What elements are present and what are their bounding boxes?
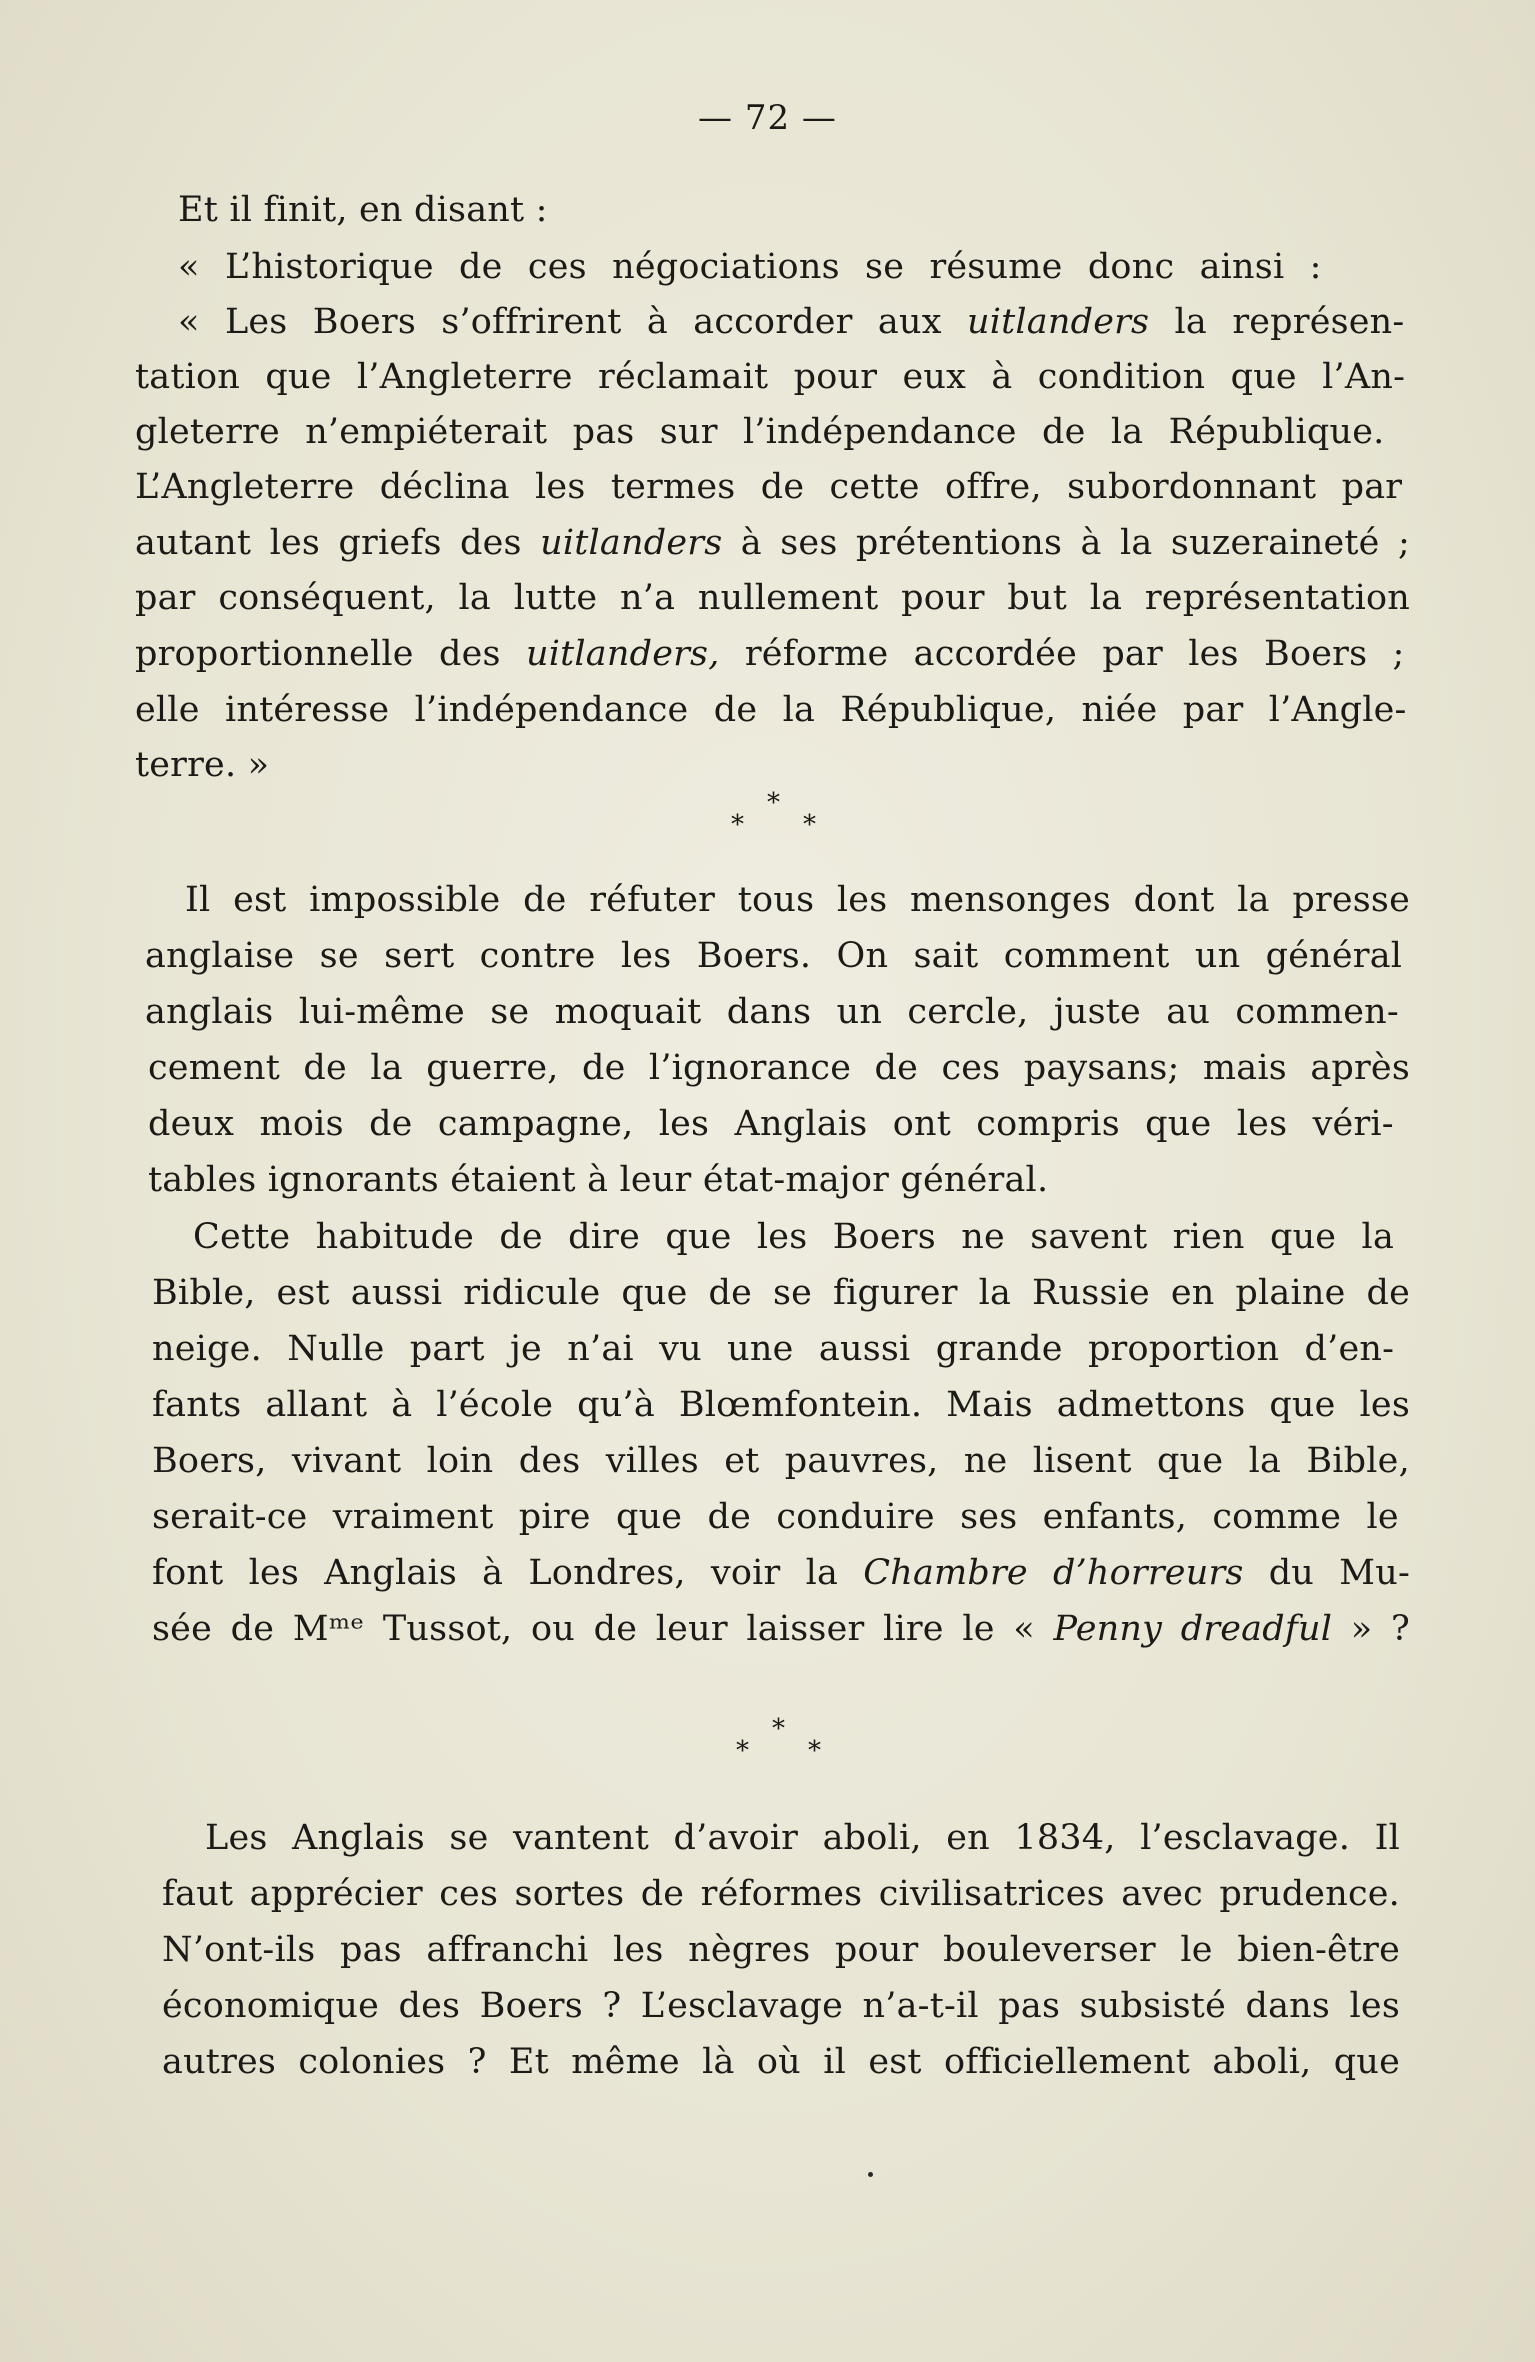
paragraph1-line xyxy=(135,634,1405,674)
text-run: à ses prétentions à la suzeraineté ; xyxy=(722,523,1410,563)
paragraph1-line: Et il finit, en disant : xyxy=(178,190,548,230)
paragraph2-line: Il est impossible de réfuter tous les mensonges dont la presse xyxy=(185,880,1410,920)
asterism-separator-1 xyxy=(725,790,845,850)
paragraph3-line: N’ont-ils pas affranchi les nègres pour bouleverser le bien-être xyxy=(162,1930,1400,1970)
paragraph2-line: neige. Nulle part je n’ai vu une aussi grande proportion d’en- xyxy=(152,1329,1395,1369)
paragraph3-line: autres colonies ? Et même là où il est officiellement aboli, que xyxy=(162,2042,1400,2082)
paragraph1-line: elle intéresse l’indépendance de la République, niée par l’Angle- xyxy=(135,690,1407,730)
paragraph3-line: Les Anglais se vantent d’avoir aboli, en 1834, l’esclavage. Il xyxy=(205,1818,1400,1858)
paragraph2-line xyxy=(152,1553,1410,1593)
paragraph2-line: Bible, est aussi ridicule que de se figurer la Russie en plaine de xyxy=(152,1273,1410,1313)
italic-term: Chambre d’horreurs xyxy=(863,1553,1244,1593)
asterism-star: * xyxy=(808,1736,821,1766)
text-run: autant les griefs des xyxy=(135,523,541,563)
paragraph1-line: L’Angleterre déclina les termes de cette offre, subordonnant par xyxy=(135,467,1403,507)
paragraph1-line: terre. » xyxy=(135,745,270,785)
italic-term: Penny dreadful xyxy=(1053,1609,1333,1649)
paragraph2-line: tables ignorants étaient à leur état-major général. xyxy=(148,1160,1049,1200)
paragraph1-line: par conséquent, la lutte n’a nullement pour but la représentation xyxy=(135,578,1410,618)
page-number: — 72 — xyxy=(698,98,837,138)
paragraph2-line xyxy=(152,1609,1410,1649)
text-run: « Les Boers s’offrirent à accorder aux xyxy=(178,302,967,342)
text-run: font les Anglais à Londres, voir la xyxy=(152,1553,864,1593)
paragraph1-line: « L’historique de ces négociations se résume donc ainsi : xyxy=(178,247,1322,287)
italic-term: uitlanders, xyxy=(525,634,720,674)
paragraph2-line: anglaise se sert contre les Boers. On sait comment un général xyxy=(145,936,1403,976)
text-run: la représen- xyxy=(1149,302,1405,342)
paragraph2-line: anglais lui-même se moquait dans un cercle, juste au commen- xyxy=(145,992,1399,1032)
text-run: proportionnelle des xyxy=(135,634,526,674)
paragraph2-line: Boers, vivant loin des villes et pauvres, ne lisent que la Bible, xyxy=(152,1441,1410,1481)
paragraph2-line: Cette habitude de dire que les Boers ne savent rien que la xyxy=(193,1217,1395,1257)
text-run: » ? xyxy=(1332,1609,1410,1649)
paragraph2-line: cement de la guerre, de l’ignorance de ces paysans; mais après xyxy=(148,1048,1410,1088)
text-run: du Mu- xyxy=(1243,1553,1410,1593)
asterism-star: * xyxy=(772,1714,785,1744)
asterism-star: * xyxy=(803,810,816,840)
paragraph1-line: gleterre n’empiéterait pas sur l’indépendance de la République. xyxy=(135,412,1385,452)
paragraph2-line: fants allant à l’école qu’à Blœmfontein. Mais admettons que les xyxy=(152,1385,1410,1425)
asterism-star: * xyxy=(731,810,744,840)
italic-term: uitlanders xyxy=(540,523,723,563)
paragraph1-line: tation que l’Angleterre réclamait pour eux à condition que l’An- xyxy=(135,357,1406,397)
text-run: sée de Mᵐᵉ Tussot, ou de leur laisser lire le « xyxy=(152,1609,1054,1649)
asterism-star: * xyxy=(767,788,780,818)
paragraph2-line: serait-ce vraiment pire que de conduire ses enfants, comme le xyxy=(152,1497,1399,1537)
paragraph3-line: économique des Boers ? L’esclavage n’a-t-il pas subsisté dans les xyxy=(162,1986,1400,2026)
asterism-separator-2 xyxy=(730,1716,850,1776)
paragraph1-line xyxy=(135,523,1410,563)
paragraph2-line: deux mois de campagne, les Anglais ont compris que les véri- xyxy=(148,1104,1394,1144)
italic-term: uitlanders xyxy=(966,302,1150,342)
asterism-star: * xyxy=(736,1736,749,1766)
ink-speck xyxy=(868,2172,873,2177)
text-run: réforme accordée par les Boers ; xyxy=(719,634,1405,674)
paragraph3-line: faut apprécier ces sortes de réformes civilisatrices avec prudence. xyxy=(162,1874,1400,1914)
paragraph1-line xyxy=(178,302,1404,342)
